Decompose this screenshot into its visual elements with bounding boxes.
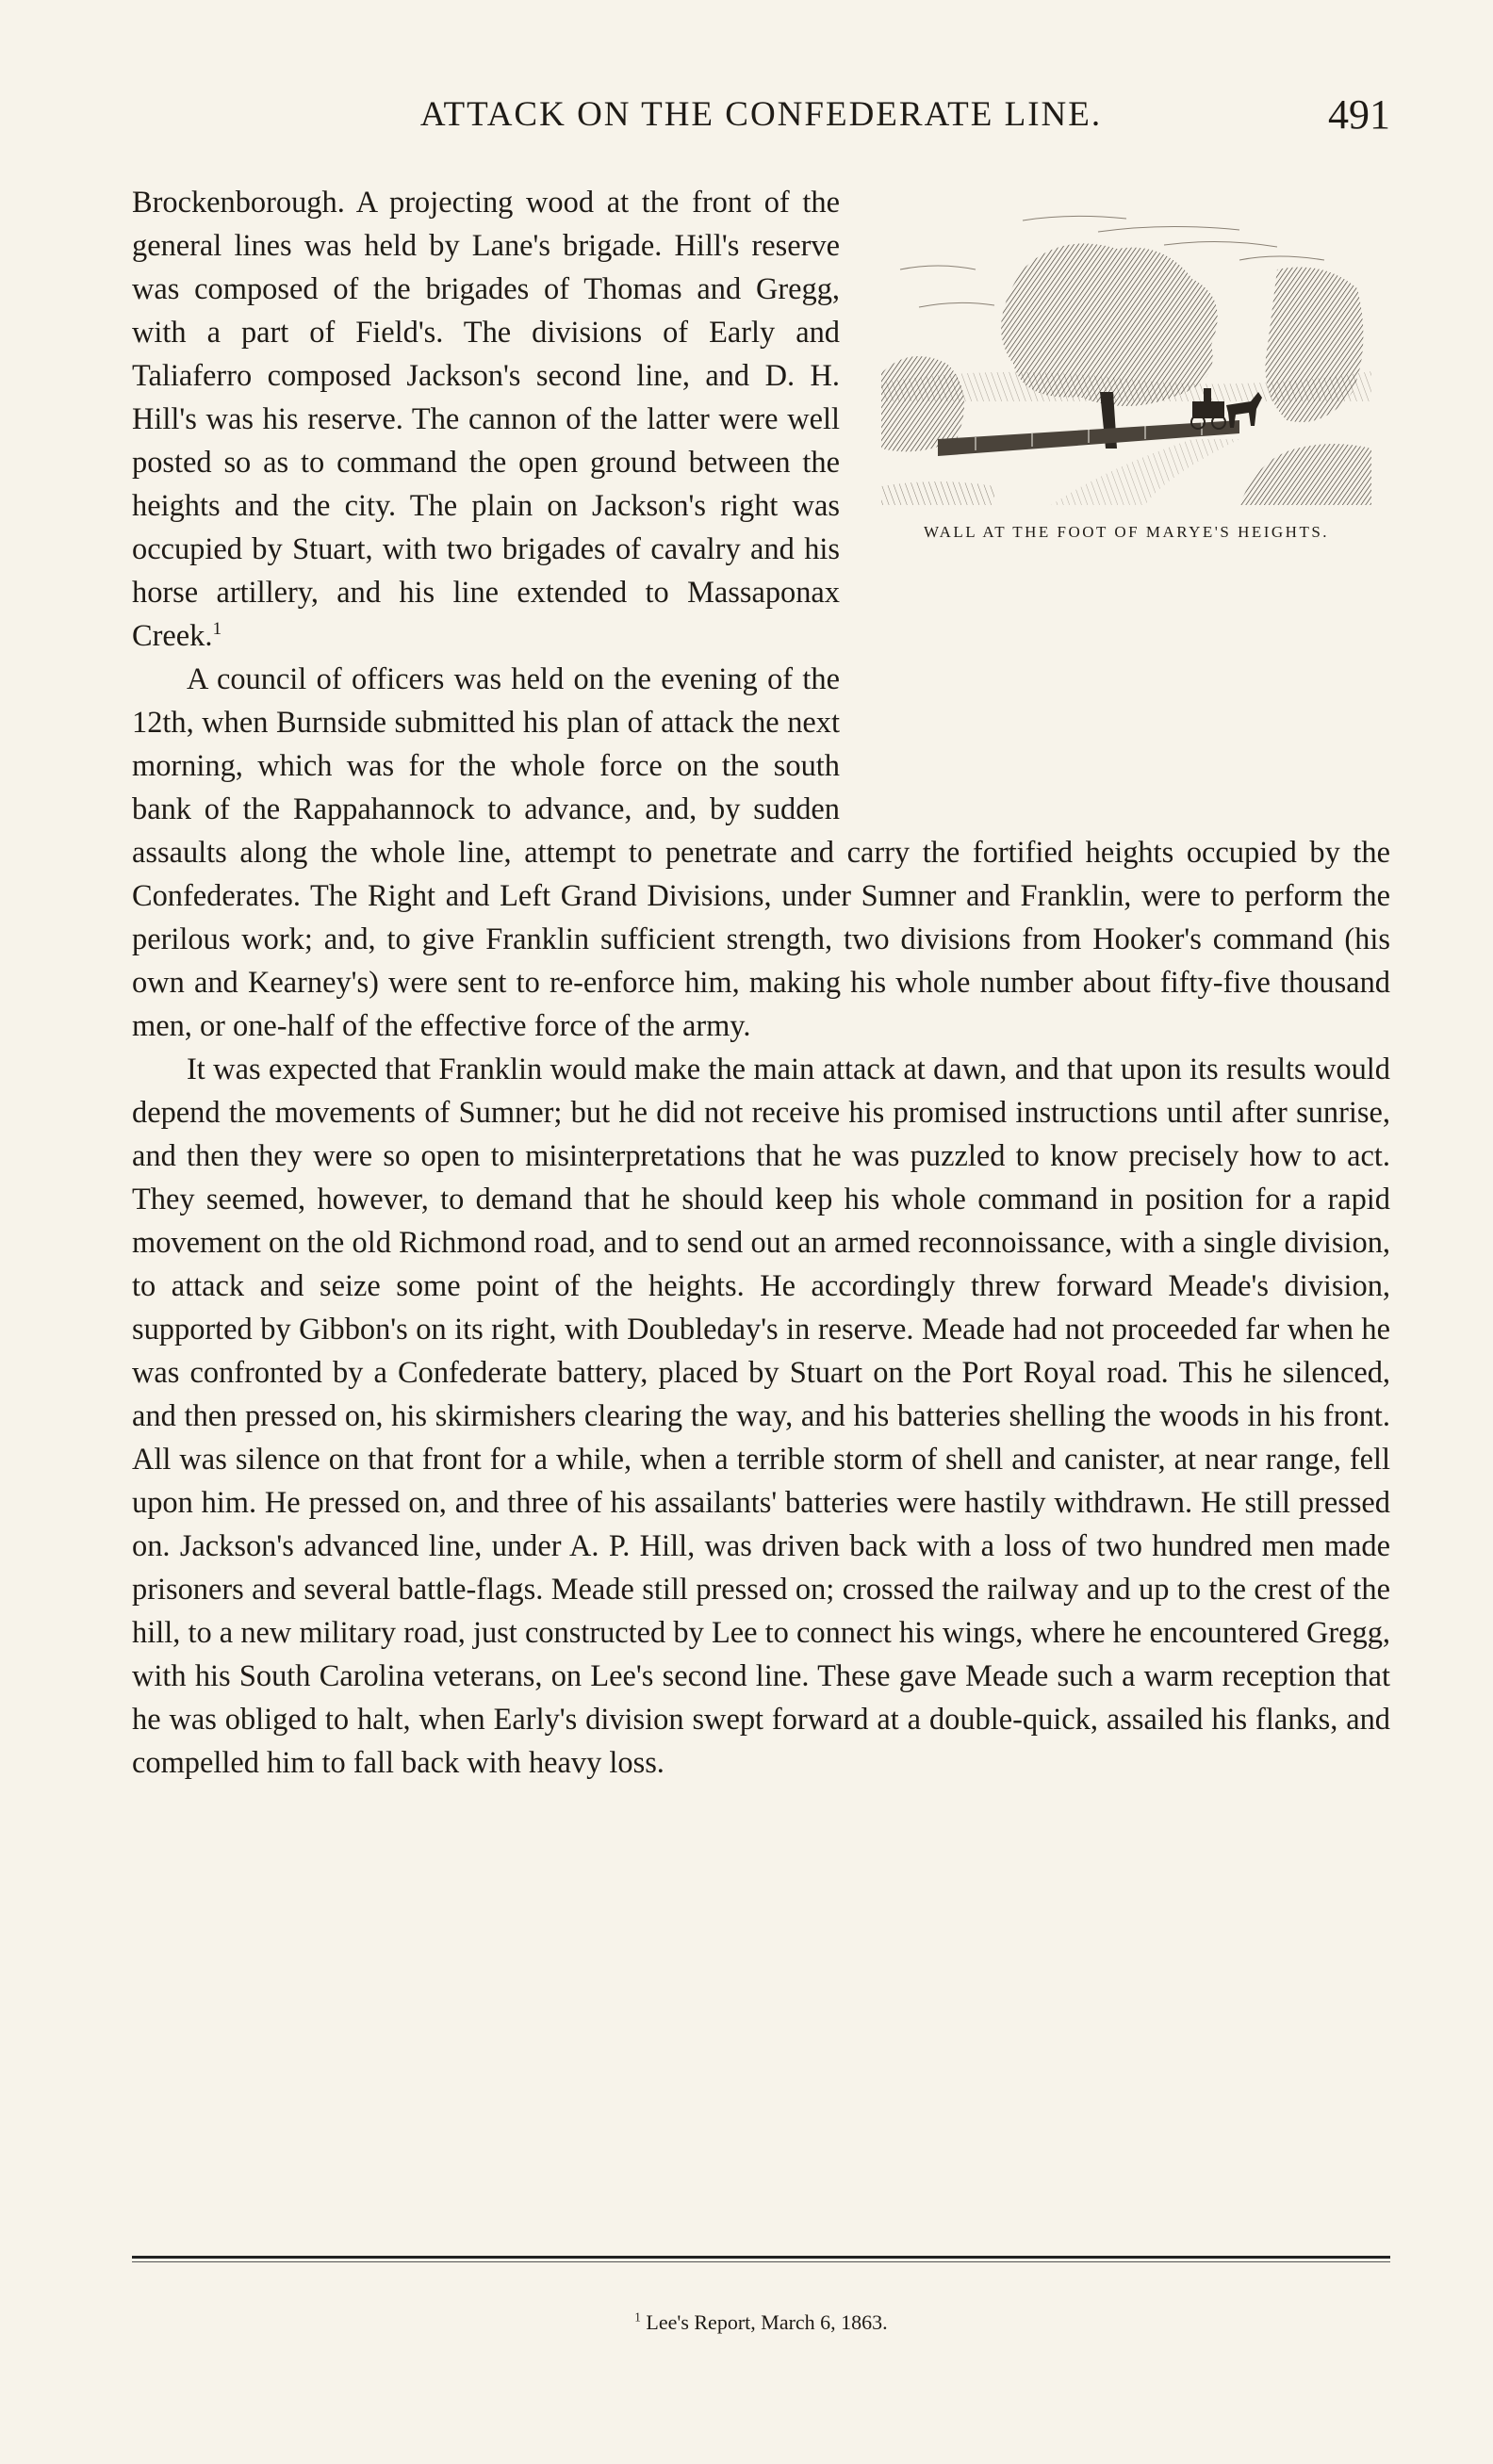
footnote-marker: 1 (634, 2309, 641, 2325)
engraving-figure (862, 190, 1390, 805)
footnote (132, 2310, 1390, 2335)
page-number: 491 (1328, 91, 1390, 138)
footnote-reference: 1 (212, 619, 222, 640)
paragraph-2: A council of officers was held on the evening of the 12th, when Burnside submitted his plan of attack the next morning, which was for the whole force on the south bank of the Rappahannock to advance, and, by sudden assaults along the whole line, attempt to penetrate and carry the fortified heights occupied by the Confederates. The Right and Left Grand Divisions, under Sumner and Franklin, were to perform the perilous work; and, to give Franklin sufficient strength, two divisions from Hooker's command (his own and Kearney's) were sent to re-enforce him, making his whole number about fifty-five thousand men, or one-half of the effective force of the army. (132, 662, 1390, 1043)
body-text (132, 181, 1390, 1785)
running-title: ATTACK ON THE CONFEDERATE LINE. (419, 95, 1103, 134)
footnote-text: Lee's Report, March 6, 1863. (646, 2310, 888, 2334)
engraving-illustration (881, 204, 1371, 505)
paragraph-1-text: Brockenborough. A projecting wood at the front of the general lines was held by Lane's brigade. Hill's reserve was composed of the brigades of Thomas and Gregg, with a part of Field's. The divisions of Early and Taliaferro composed Jackson's second line, and D. H. Hill's was his reserve. The cannon of the latter were well posted so as to command the open ground between the heights and the city. The plain on Jackson's right was occupied by Stuart, with two brigades of cavalry and his horse artillery, and his line extended to Massaponax Creek. (132, 186, 840, 653)
paragraph-3: It was expected that Franklin would make the main attack at dawn, and that upon its results would depend the movements of Sumner; but he did not receive his promised instructions until after sunrise, and then they were so open to misinterpretations that he was puzzled to know precisely how to act. They seemed, however, to demand that he should keep his whole command in position for a rapid movement on the old Richmond road, and to send out an armed reconnoissance, with a single division, to attack and seize some point of the heights. He accordingly threw forward Meade's division, supported by Gibbon's on its right, with Doubleday's in reserve. Meade had not proceeded far when he was confronted by a Confederate battery, placed by Stuart on the Port Royal road. This he silenced, and then pressed on, his skirmishers clearing the way, and his batteries shelling the woods in his front. All was silence on that front for a while, when a terrible storm of shell and canister, at near range, fell upon him. He pressed on, and three of his assailants' batteries were hastily withdrawn. He still pressed on. Jackson's advanced line, under A. P. Hill, was driven back with a loss of two hundred men made prisoners and several battle-flags. Meade still pressed on; crossed the railway and up to the crest of the hill, to a new military road, just constructed by Lee to connect his wings, where he encountered Gregg, with his South Carolina veterans, on Lee's second line. These gave Meade such a warm reception that he was obliged to halt, when Early's division swept forward at a double-quick, assailed his flanks, and compelled him to fall back with heavy loss. (132, 1053, 1390, 1780)
running-head (132, 90, 1390, 147)
figure-caption: WALL AT THE FOOT OF MARYE'S HEIGHTS. (923, 523, 1330, 541)
footnote-divider (132, 2256, 1390, 2262)
